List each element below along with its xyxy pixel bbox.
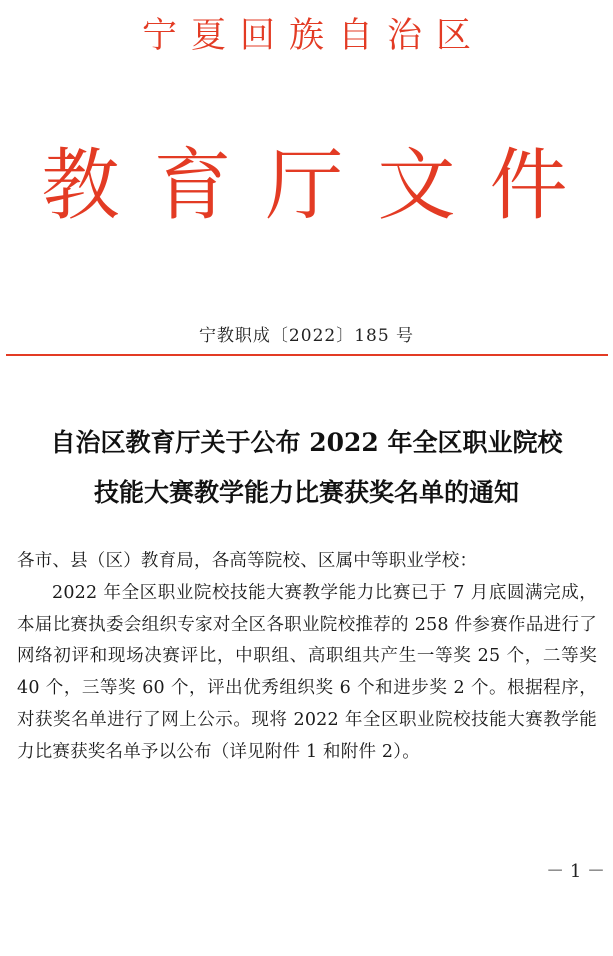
notice-title bbox=[0, 418, 613, 518]
notice-title-line-2: 技能大赛教学能力比赛获奖名单的通知 bbox=[93, 478, 519, 507]
issuing-region-heading: 宁夏回族自治区 bbox=[141, 16, 485, 56]
page-number: － 1 － bbox=[546, 861, 605, 882]
issuing-office-heading: 教育厅文件 bbox=[41, 141, 602, 231]
red-separator-line bbox=[6, 354, 608, 356]
salutation: 各市、县（区）教育局，各高等院校、区属中等职业学校： bbox=[17, 551, 478, 571]
notice-title-line-1: 自治区教育厅关于公布 2022 年全区职业院校 bbox=[50, 428, 563, 457]
notice-body bbox=[17, 546, 597, 769]
document-number: 宁教职成〔2022〕185 号 bbox=[198, 326, 415, 346]
body-paragraph: 2022 年全区职业院校技能大赛教学能力比赛已于 7 月底圆满完成，本届比赛执委会组织专家对全区各职业院校推荐的 258 件参赛作品进行了网络初评和现场决赛评比，中职组、高职组共产生一等奖 25 个，二等奖 40 个，三等奖 60 个，评出优秀组织奖 6 个和进步奖 2 个。根据程序，对获奖名单进行了网上公示。现将 2022 年全区职业院校技能大赛教学能力比赛获奖名单予以公布（详见附件 1 和附件 2）。 bbox=[17, 582, 597, 762]
